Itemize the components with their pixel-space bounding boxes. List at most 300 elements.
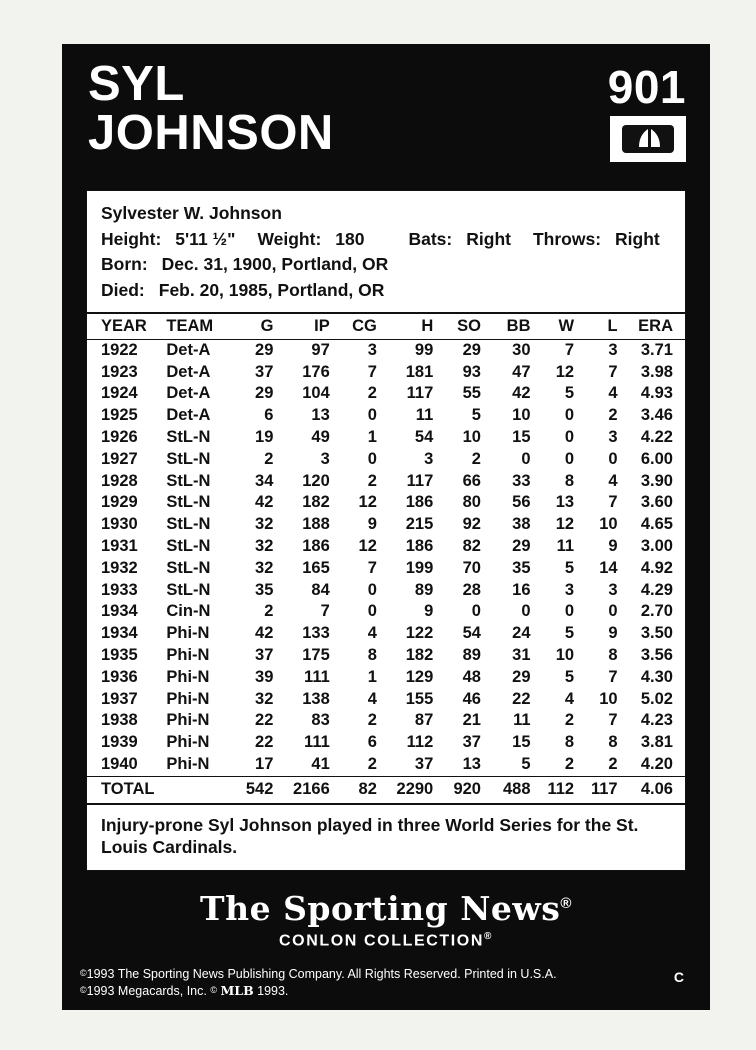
cell-so: 5: [471, 406, 481, 425]
height-label: Height:: [101, 228, 162, 249]
cell-l: 7: [608, 493, 618, 512]
cell-year: 1930: [101, 515, 138, 534]
cell-h: 122: [405, 624, 434, 643]
height-value: 5'11 ½": [175, 228, 236, 249]
total-cell-g: 542: [230, 776, 278, 802]
cell-bb: 10: [512, 406, 531, 425]
cell-so: 89: [462, 646, 481, 665]
cell-year: 1934: [101, 624, 138, 643]
cell-ip: 165: [302, 558, 330, 577]
cell-h: 54: [414, 428, 434, 447]
cell-h: 215: [405, 515, 434, 534]
cell-bb: 16: [512, 580, 531, 599]
cell-cg: 0: [367, 449, 377, 468]
table-row: [87, 339, 685, 361]
table-row: [87, 449, 685, 471]
cell-h: 186: [405, 493, 434, 512]
cell-era: 3.46: [640, 406, 673, 425]
cell-h: 112: [406, 733, 434, 752]
cell-w: 5: [564, 624, 575, 643]
cell-w: 2: [564, 711, 575, 730]
cell-team: Det-A: [166, 406, 211, 425]
cell-year: 1923: [101, 362, 138, 381]
cell-w: 0: [564, 428, 575, 447]
cell-cg: 6: [367, 733, 377, 752]
corner-mark: C: [673, 969, 684, 986]
cell-so: 54: [462, 624, 481, 643]
cell-era: 4.29: [640, 580, 673, 599]
cell-g: 39: [255, 667, 274, 686]
cell-era: 4.23: [640, 711, 673, 730]
cell-ip: 84: [311, 580, 330, 599]
cell-era: 4.22: [640, 428, 673, 447]
cell-cg: 0: [367, 580, 377, 599]
baseball-card-back: [62, 44, 710, 1010]
cell-so: 21: [462, 711, 481, 730]
bats-value: Right: [466, 228, 511, 249]
col-cg: CG: [334, 314, 381, 340]
cell-w: 3: [564, 580, 575, 599]
cell-l: 9: [608, 624, 618, 643]
col-bb: BB: [485, 314, 535, 340]
cell-cg: 7: [367, 362, 377, 381]
cell-year: 1931: [101, 537, 138, 556]
copyright-text-2a: 1993 Megacards, Inc.: [86, 984, 211, 999]
bio-born: [101, 252, 673, 278]
cell-g: 34: [255, 471, 274, 490]
bio-block: [87, 191, 685, 314]
cell-g: 17: [255, 755, 274, 774]
cell-bb: 30: [512, 340, 531, 359]
cell-w: 4: [564, 689, 575, 708]
cell-ip: 111: [304, 733, 330, 752]
cell-w: 5: [564, 667, 575, 686]
cell-team: StL-N: [166, 558, 211, 577]
career-stats-table: [87, 314, 685, 803]
table-row: [87, 623, 685, 645]
table-row: [87, 362, 685, 384]
cell-bb: 0: [521, 449, 531, 468]
cell-g: 42: [255, 493, 274, 512]
cell-year: 1925: [101, 406, 138, 425]
cell-l: 3: [608, 580, 618, 599]
cell-cg: 2: [367, 471, 377, 490]
cell-bb: 38: [512, 515, 531, 534]
cell-h: 11: [415, 406, 434, 425]
cell-era: 4.92: [640, 558, 673, 577]
cell-cg: 4: [367, 689, 377, 708]
cell-l: 8: [608, 646, 618, 665]
cell-year: 1936: [101, 667, 138, 686]
cell-team: Phi-N: [166, 624, 210, 643]
cell-ip: 3: [320, 449, 330, 468]
card-header: [62, 44, 710, 184]
cell-bb: 22: [512, 689, 531, 708]
cell-team: Phi-N: [166, 667, 210, 686]
cell-ip: 104: [302, 384, 330, 403]
died-value: Feb. 20, 1985, Portland, OR: [158, 280, 385, 301]
copyright-text-1: 1993 The Sporting News Publishing Company. All Rights Reserved. Printed in U.S.A.: [86, 967, 557, 982]
col-h: H: [381, 314, 437, 340]
cell-team: Det-A: [166, 384, 211, 403]
cell-cg: 0: [367, 406, 377, 425]
cell-g: 32: [255, 537, 274, 556]
total-cell-cg: 82: [334, 776, 381, 802]
cell-ip: 13: [311, 406, 330, 425]
cell-g: 32: [255, 515, 274, 534]
cell-bb: 15: [512, 428, 531, 447]
table-row: [87, 667, 685, 689]
cell-w: 13: [555, 493, 575, 512]
table-row: [87, 689, 685, 711]
cell-era: 4.30: [640, 667, 673, 686]
cell-cg: 7: [367, 558, 377, 577]
cell-w: 8: [564, 471, 575, 490]
cell-w: 10: [555, 646, 575, 665]
cell-team: StL-N: [166, 515, 211, 534]
cell-year: 1940: [101, 755, 138, 774]
cell-l: 2: [608, 406, 618, 425]
cell-bb: 11: [513, 711, 531, 730]
cell-so: 80: [462, 493, 481, 512]
total-cell-year: TOTAL: [87, 776, 162, 802]
brand-title-reg: ®: [560, 895, 572, 912]
throws-value: Right: [615, 228, 660, 249]
cell-g: 32: [255, 558, 274, 577]
total-cell-ip: 2166: [277, 776, 333, 802]
cell-l: 9: [608, 537, 618, 556]
cell-l: 3: [608, 340, 618, 359]
cell-l: 10: [599, 689, 618, 708]
cell-ip: 97: [311, 340, 330, 359]
sporting-news-wordmark: [62, 889, 710, 928]
cell-so: 70: [462, 558, 481, 577]
cell-l: 8: [608, 733, 618, 752]
cell-so: 29: [462, 340, 481, 359]
table-row: [87, 732, 685, 754]
table-total-row: [87, 776, 685, 802]
cell-so: 28: [462, 580, 481, 599]
cell-g: 29: [255, 340, 274, 359]
cell-team: StL-N: [166, 493, 211, 512]
cell-cg: 8: [367, 646, 377, 665]
cell-team: Phi-N: [166, 755, 210, 774]
table-row: [87, 580, 685, 602]
table-row: [87, 492, 685, 514]
cell-era: 3.00: [640, 537, 673, 556]
cell-h: 117: [406, 384, 434, 403]
cell-bb: 29: [512, 667, 531, 686]
table-row: [87, 471, 685, 493]
cell-year: 1928: [101, 471, 138, 490]
cell-g: 2: [264, 449, 274, 468]
copyright-block: [62, 966, 710, 1000]
mlb-logo-icon: [610, 116, 686, 162]
cell-h: 37: [414, 755, 434, 774]
cell-team: Phi-N: [166, 733, 210, 752]
cell-w: 0: [564, 602, 575, 621]
cell-so: 37: [462, 733, 481, 752]
cell-so: 0: [471, 602, 481, 621]
cell-g: 22: [255, 733, 274, 752]
cell-h: 3: [424, 449, 434, 468]
cell-team: StL-N: [166, 471, 211, 490]
cell-g: 6: [264, 406, 274, 425]
total-cell-bb: 488: [485, 776, 535, 802]
cell-era: 2.70: [640, 602, 673, 621]
cell-h: 155: [405, 689, 434, 708]
cell-l: 4: [608, 384, 618, 403]
table-row: [87, 536, 685, 558]
cell-g: 22: [255, 711, 274, 730]
cell-team: Phi-N: [166, 646, 210, 665]
cell-bb: 47: [512, 362, 531, 381]
cell-bb: 5: [521, 755, 531, 774]
total-cell-so: 920: [437, 776, 485, 802]
table-header-row: [87, 314, 685, 340]
cell-era: 3.60: [640, 493, 673, 512]
cell-ip: 186: [302, 537, 330, 556]
cell-g: 37: [255, 646, 274, 665]
col-ip: IP: [277, 314, 333, 340]
table-row: [87, 427, 685, 449]
cell-cg: 4: [367, 624, 377, 643]
cell-h: 129: [405, 667, 434, 686]
cell-era: 3.71: [640, 340, 673, 359]
copyright-line-1: ©1993 The Sporting News Publishing Company. All Rights Reserved. Printed in U.S.A.: [80, 967, 557, 982]
col-era: ERA: [622, 314, 685, 340]
cell-cg: 3: [367, 340, 377, 359]
cell-cg: 12: [358, 537, 377, 556]
cell-ip: 120: [302, 471, 330, 490]
cell-h: 87: [414, 711, 434, 730]
cell-cg: 0: [367, 602, 377, 621]
cell-bb: 33: [512, 471, 531, 490]
cell-g: 2: [264, 602, 274, 621]
cell-team: StL-N: [166, 428, 211, 447]
cell-g: 32: [255, 689, 274, 708]
cell-team: Phi-N: [166, 711, 210, 730]
cell-bb: 42: [512, 384, 531, 403]
cell-bb: 29: [512, 537, 531, 556]
cell-bb: 0: [521, 602, 531, 621]
cell-ip: 188: [302, 515, 330, 534]
cell-g: 35: [255, 580, 274, 599]
cell-l: 7: [608, 667, 618, 686]
copyright-text-2b: 1993.: [253, 984, 289, 999]
cell-so: 93: [462, 362, 481, 381]
cell-w: 5: [564, 558, 575, 577]
cell-era: 3.56: [640, 646, 673, 665]
col-team: TEAM: [162, 314, 229, 340]
cell-year: 1935: [101, 646, 138, 665]
cell-l: 10: [599, 515, 618, 534]
cell-ip: 83: [311, 711, 330, 730]
cell-l: 7: [608, 362, 618, 381]
cell-year: 1924: [101, 384, 138, 403]
cell-team: StL-N: [166, 537, 211, 556]
born-value: Dec. 31, 1900, Portland, OR: [161, 254, 389, 275]
cell-h: 89: [414, 580, 434, 599]
cell-g: 19: [255, 428, 274, 447]
cell-era: 5.02: [640, 689, 673, 708]
weight-label: Weight:: [257, 228, 322, 249]
total-cell-w: 112: [535, 776, 579, 802]
cell-so: 48: [462, 667, 481, 686]
cell-w: 12: [555, 362, 575, 381]
cell-l: 0: [608, 449, 618, 468]
cell-l: 3: [608, 428, 618, 447]
bio-died: [101, 278, 673, 304]
cell-h: 199: [405, 558, 434, 577]
cell-ip: 111: [304, 667, 330, 686]
cell-w: 0: [564, 406, 575, 425]
cell-era: 3.81: [640, 733, 673, 752]
throws-label: Throws:: [532, 228, 602, 249]
cell-year: 1938: [101, 711, 138, 730]
cell-era: 4.65: [640, 515, 673, 534]
cell-w: 11: [556, 537, 575, 556]
weight-value: 180: [335, 228, 365, 249]
cell-team: Phi-N: [166, 689, 210, 708]
cell-w: 5: [564, 384, 575, 403]
cell-team: Cin-N: [166, 602, 211, 621]
card-number: 901: [607, 61, 686, 113]
cell-l: 4: [608, 471, 618, 490]
cell-bb: 24: [512, 624, 531, 643]
cell-l: 7: [608, 711, 618, 730]
cell-ip: 175: [302, 646, 330, 665]
brand-block: [62, 889, 710, 950]
cell-era: 3.90: [640, 471, 673, 490]
total-cell-team: [162, 776, 229, 802]
col-g: G: [230, 314, 278, 340]
col-l: L: [578, 314, 622, 340]
cell-era: 3.50: [640, 624, 673, 643]
cell-year: 1932: [101, 558, 138, 577]
total-cell-era: 4.06: [622, 776, 685, 802]
cell-era: 3.98: [640, 362, 673, 381]
cell-h: 182: [405, 646, 434, 665]
cell-l: 2: [608, 755, 618, 774]
cell-so: 92: [462, 515, 481, 534]
table-row: [87, 710, 685, 732]
cell-team: StL-N: [166, 580, 211, 599]
col-so: SO: [437, 314, 485, 340]
cell-so: 66: [462, 471, 481, 490]
table-row: [87, 645, 685, 667]
col-w: W: [535, 314, 579, 340]
cell-team: Det-A: [166, 340, 211, 359]
table-row: [87, 601, 685, 623]
cell-h: 99: [414, 340, 434, 359]
card-body-panel: [86, 190, 686, 871]
cell-ip: 41: [311, 755, 330, 774]
cell-bb: 15: [512, 733, 531, 752]
cell-cg: 9: [367, 515, 377, 534]
cell-cg: 1: [367, 428, 377, 447]
brand-sub-reg: ®: [484, 931, 493, 942]
cell-g: 42: [255, 624, 274, 643]
cell-w: 12: [555, 515, 575, 534]
cell-bb: 56: [512, 493, 531, 512]
cell-so: 82: [462, 537, 481, 556]
died-label: Died:: [101, 280, 145, 301]
cell-year: 1922: [101, 340, 138, 359]
bats-label: Bats:: [408, 228, 453, 249]
cell-cg: 2: [367, 711, 377, 730]
cell-so: 10: [462, 428, 481, 447]
cell-h: 186: [405, 537, 434, 556]
cell-cg: 1: [367, 667, 377, 686]
cell-so: 2: [471, 449, 481, 468]
cell-bb: 35: [512, 558, 531, 577]
cell-w: 7: [564, 340, 575, 359]
total-cell-l: 117: [578, 776, 622, 802]
cell-ip: 176: [302, 362, 330, 381]
player-first-name: SYL: [88, 57, 185, 111]
cell-h: 181: [405, 362, 434, 381]
cell-ip: 182: [302, 493, 330, 512]
cell-h: 9: [424, 602, 434, 621]
bio-full-name: Sylvester W. Johnson: [101, 203, 282, 223]
cell-so: 46: [462, 689, 481, 708]
cell-era: 6.00: [640, 449, 673, 468]
table-row: [87, 754, 685, 776]
conlon-collection-wordmark: [62, 931, 710, 950]
col-year: YEAR: [87, 314, 162, 340]
cell-team: StL-N: [166, 449, 211, 468]
cell-ip: 7: [320, 602, 330, 621]
cell-h: 117: [406, 471, 434, 490]
cell-year: 1927: [101, 449, 138, 468]
brand-sub-text: CONLON COLLECTION: [279, 932, 484, 950]
cell-year: 1929: [101, 493, 138, 512]
table-row: [87, 514, 685, 536]
cell-l: 0: [608, 602, 618, 621]
cell-year: 1933: [101, 580, 138, 599]
brand-title-text: The Sporting News: [200, 889, 561, 928]
cell-ip: 133: [302, 624, 330, 643]
cell-cg: 2: [367, 755, 377, 774]
table-row: [87, 405, 685, 427]
cell-cg: 2: [367, 384, 377, 403]
player-blurb: Injury-prone Syl Johnson played in three World Series for the St. Louis Cardinals.: [87, 803, 685, 871]
mlb-text: MLB: [220, 983, 254, 999]
cell-w: 0: [564, 449, 575, 468]
cell-era: 4.20: [640, 755, 673, 774]
cell-team: Det-A: [166, 362, 211, 381]
cell-year: 1934: [101, 602, 138, 621]
born-label: Born:: [101, 254, 148, 275]
bio-measurements: [101, 227, 673, 253]
cell-year: 1937: [101, 689, 138, 708]
cell-g: 37: [255, 362, 274, 381]
cell-so: 55: [462, 384, 481, 403]
cell-w: 8: [564, 733, 575, 752]
cell-g: 29: [255, 384, 274, 403]
cell-ip: 49: [311, 428, 330, 447]
cell-cg: 12: [358, 493, 377, 512]
cell-year: 1926: [101, 428, 138, 447]
cell-so: 13: [462, 755, 481, 774]
table-row: [87, 558, 685, 580]
cell-w: 2: [564, 755, 575, 774]
cell-era: 4.93: [640, 384, 673, 403]
cell-l: 14: [599, 558, 618, 577]
total-cell-h: 2290: [381, 776, 437, 802]
cell-year: 1939: [101, 733, 138, 752]
